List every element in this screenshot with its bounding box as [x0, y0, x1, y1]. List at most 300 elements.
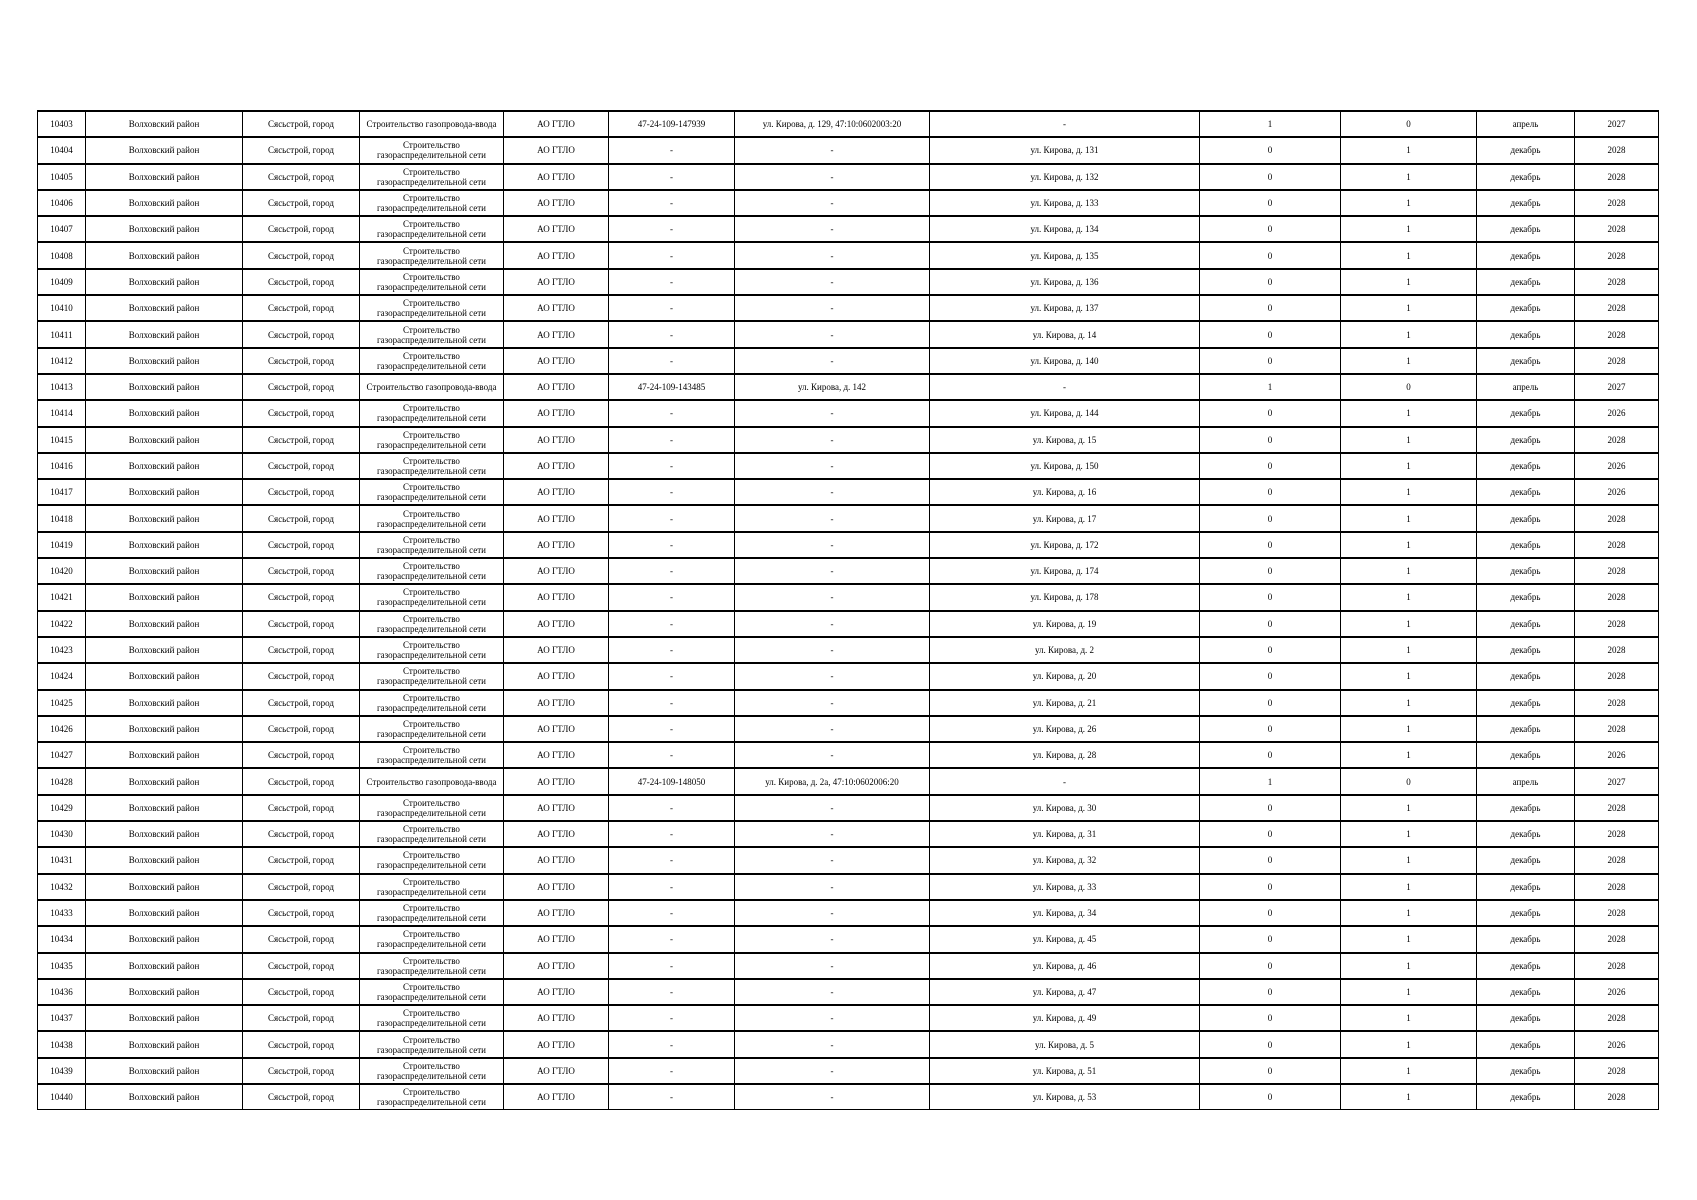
organization-cell: АО ГТЛО [504, 164, 609, 190]
network-address-cell: ул. Кирова, д. 26 [930, 716, 1200, 742]
district-cell: Волховский район [86, 164, 243, 190]
table-row [38, 1058, 1659, 1084]
row-number-cell: 10414 [38, 400, 86, 426]
district-cell: Волховский район [86, 321, 243, 347]
month-cell: декабрь [1477, 847, 1575, 873]
month-cell: декабрь [1477, 400, 1575, 426]
object-address-cell: - [735, 216, 930, 242]
object-address-cell: - [735, 269, 930, 295]
count-inputs-cell: 0 [1200, 1084, 1341, 1110]
count-inputs-cell: 0 [1200, 979, 1341, 1005]
row-number-cell: 10429 [38, 795, 86, 821]
settlement-cell: Сясьстрой, город [243, 795, 360, 821]
year-cell: 2028 [1575, 716, 1659, 742]
count-networks-cell: 1 [1341, 795, 1477, 821]
application-number-cell: 47-24-109-147939 [609, 111, 735, 137]
network-address-cell: ул. Кирова, д. 174 [930, 558, 1200, 584]
count-inputs-cell: 0 [1200, 584, 1341, 610]
object-address-cell: ул. Кирова, д. 142 [735, 374, 930, 400]
count-networks-cell: 1 [1341, 584, 1477, 610]
district-cell: Волховский район [86, 900, 243, 926]
application-number-cell: - [609, 216, 735, 242]
object-address-cell: - [735, 321, 930, 347]
organization-cell: АО ГТЛО [504, 374, 609, 400]
district-cell: Волховский район [86, 453, 243, 479]
network-address-cell: ул. Кирова, д. 131 [930, 137, 1200, 163]
work-type-cell: Строительство газораспределительной сети [360, 663, 504, 689]
row-number-cell: 10407 [38, 216, 86, 242]
district-cell: Волховский район [86, 690, 243, 716]
month-cell: декабрь [1477, 690, 1575, 716]
count-inputs-cell: 0 [1200, 427, 1341, 453]
row-number-cell: 10417 [38, 479, 86, 505]
district-cell: Волховский район [86, 295, 243, 321]
district-cell: Волховский район [86, 137, 243, 163]
application-number-cell: - [609, 137, 735, 163]
count-inputs-cell: 0 [1200, 611, 1341, 637]
month-cell: декабрь [1477, 427, 1575, 453]
object-address-cell: - [735, 190, 930, 216]
organization-cell: АО ГТЛО [504, 716, 609, 742]
row-number-cell: 10440 [38, 1084, 86, 1110]
district-cell: Волховский район [86, 1084, 243, 1110]
organization-cell: АО ГТЛО [504, 137, 609, 163]
work-type-cell: Строительство газораспределительной сети [360, 295, 504, 321]
count-networks-cell: 1 [1341, 1005, 1477, 1031]
organization-cell: АО ГТЛО [504, 295, 609, 321]
application-number-cell: 47-24-109-143485 [609, 374, 735, 400]
count-inputs-cell: 0 [1200, 900, 1341, 926]
work-type-cell: Строительство газораспределительной сети [360, 953, 504, 979]
work-type-cell: Строительство газораспределительной сети [360, 269, 504, 295]
month-cell: апрель [1477, 374, 1575, 400]
year-cell: 2026 [1575, 742, 1659, 768]
organization-cell: АО ГТЛО [504, 242, 609, 268]
application-number-cell: - [609, 716, 735, 742]
month-cell: декабрь [1477, 479, 1575, 505]
settlement-cell: Сясьстрой, город [243, 453, 360, 479]
year-cell: 2028 [1575, 611, 1659, 637]
district-cell: Волховский район [86, 584, 243, 610]
district-cell: Волховский район [86, 532, 243, 558]
settlement-cell: Сясьстрой, город [243, 111, 360, 137]
application-number-cell: - [609, 795, 735, 821]
count-inputs-cell: 0 [1200, 926, 1341, 952]
organization-cell: АО ГТЛО [504, 532, 609, 558]
count-inputs-cell: 0 [1200, 1058, 1341, 1084]
network-address-cell: - [930, 374, 1200, 400]
count-inputs-cell: 1 [1200, 111, 1341, 137]
work-type-cell: Строительство газораспределительной сети [360, 926, 504, 952]
table-row [38, 190, 1659, 216]
work-type-cell: Строительство газораспределительной сети [360, 795, 504, 821]
row-number-cell: 10433 [38, 900, 86, 926]
work-type-cell: Строительство газораспределительной сети [360, 690, 504, 716]
year-cell: 2027 [1575, 374, 1659, 400]
network-address-cell: ул. Кирова, д. 150 [930, 453, 1200, 479]
table-row [38, 532, 1659, 558]
settlement-cell: Сясьстрой, город [243, 716, 360, 742]
work-type-cell: Строительство газораспределительной сети [360, 190, 504, 216]
district-cell: Волховский район [86, 1005, 243, 1031]
table-row [38, 111, 1659, 137]
application-number-cell: - [609, 295, 735, 321]
application-number-cell: - [609, 637, 735, 663]
year-cell: 2028 [1575, 137, 1659, 163]
month-cell: декабрь [1477, 821, 1575, 847]
organization-cell: АО ГТЛО [504, 505, 609, 531]
data-table [37, 110, 1659, 1110]
application-number-cell: - [609, 242, 735, 268]
count-inputs-cell: 0 [1200, 216, 1341, 242]
count-inputs-cell: 0 [1200, 821, 1341, 847]
count-inputs-cell: 0 [1200, 742, 1341, 768]
settlement-cell: Сясьстрой, город [243, 164, 360, 190]
work-type-cell: Строительство газораспределительной сети [360, 400, 504, 426]
work-type-cell: Строительство газораспределительной сети [360, 1084, 504, 1110]
network-address-cell: ул. Кирова, д. 46 [930, 953, 1200, 979]
month-cell: декабрь [1477, 505, 1575, 531]
network-address-cell: ул. Кирова, д. 136 [930, 269, 1200, 295]
organization-cell: АО ГТЛО [504, 926, 609, 952]
settlement-cell: Сясьстрой, город [243, 269, 360, 295]
application-number-cell: - [609, 663, 735, 689]
organization-cell: АО ГТЛО [504, 1031, 609, 1057]
year-cell: 2028 [1575, 269, 1659, 295]
district-cell: Волховский район [86, 716, 243, 742]
year-cell: 2028 [1575, 795, 1659, 821]
work-type-cell: Строительство газораспределительной сети [360, 979, 504, 1005]
object-address-cell: - [735, 164, 930, 190]
year-cell: 2026 [1575, 979, 1659, 1005]
object-address-cell: - [735, 637, 930, 663]
network-address-cell: ул. Кирова, д. 132 [930, 164, 1200, 190]
organization-cell: АО ГТЛО [504, 690, 609, 716]
year-cell: 2026 [1575, 400, 1659, 426]
object-address-cell: - [735, 400, 930, 426]
application-number-cell: - [609, 926, 735, 952]
organization-cell: АО ГТЛО [504, 663, 609, 689]
row-number-cell: 10420 [38, 558, 86, 584]
year-cell: 2028 [1575, 663, 1659, 689]
table-row [38, 505, 1659, 531]
count-networks-cell: 0 [1341, 768, 1477, 794]
count-networks-cell: 1 [1341, 979, 1477, 1005]
count-inputs-cell: 0 [1200, 479, 1341, 505]
table-row [38, 479, 1659, 505]
organization-cell: АО ГТЛО [504, 427, 609, 453]
organization-cell: АО ГТЛО [504, 637, 609, 663]
settlement-cell: Сясьстрой, город [243, 663, 360, 689]
application-number-cell: - [609, 505, 735, 531]
network-address-cell: ул. Кирова, д. 49 [930, 1005, 1200, 1031]
network-address-cell: ул. Кирова, д. 28 [930, 742, 1200, 768]
network-address-cell: ул. Кирова, д. 2 [930, 637, 1200, 663]
object-address-cell: - [735, 742, 930, 768]
row-number-cell: 10434 [38, 926, 86, 952]
count-inputs-cell: 0 [1200, 321, 1341, 347]
count-inputs-cell: 0 [1200, 137, 1341, 163]
row-number-cell: 10421 [38, 584, 86, 610]
work-type-cell: Строительство газораспределительной сети [360, 164, 504, 190]
row-number-cell: 10436 [38, 979, 86, 1005]
count-networks-cell: 1 [1341, 1084, 1477, 1110]
work-type-cell: Строительство газораспределительной сети [360, 1031, 504, 1057]
row-number-cell: 10427 [38, 742, 86, 768]
table-row [38, 453, 1659, 479]
work-type-cell: Строительство газораспределительной сети [360, 874, 504, 900]
organization-cell: АО ГТЛО [504, 611, 609, 637]
table-body [38, 111, 1659, 1110]
district-cell: Волховский район [86, 768, 243, 794]
month-cell: декабрь [1477, 1031, 1575, 1057]
organization-cell: АО ГТЛО [504, 558, 609, 584]
network-address-cell: ул. Кирова, д. 137 [930, 295, 1200, 321]
count-networks-cell: 1 [1341, 242, 1477, 268]
network-address-cell: ул. Кирова, д. 53 [930, 1084, 1200, 1110]
object-address-cell: - [735, 295, 930, 321]
count-networks-cell: 1 [1341, 926, 1477, 952]
year-cell: 2026 [1575, 453, 1659, 479]
network-address-cell: ул. Кирова, д. 45 [930, 926, 1200, 952]
application-number-cell: - [609, 584, 735, 610]
application-number-cell: - [609, 611, 735, 637]
object-address-cell: - [735, 1084, 930, 1110]
year-cell: 2028 [1575, 164, 1659, 190]
network-address-cell: ул. Кирова, д. 172 [930, 532, 1200, 558]
settlement-cell: Сясьстрой, город [243, 295, 360, 321]
count-inputs-cell: 0 [1200, 874, 1341, 900]
object-address-cell: - [735, 716, 930, 742]
settlement-cell: Сясьстрой, город [243, 900, 360, 926]
settlement-cell: Сясьстрой, город [243, 137, 360, 163]
row-number-cell: 10405 [38, 164, 86, 190]
count-networks-cell: 1 [1341, 1058, 1477, 1084]
settlement-cell: Сясьстрой, город [243, 505, 360, 531]
district-cell: Волховский район [86, 558, 243, 584]
row-number-cell: 10409 [38, 269, 86, 295]
settlement-cell: Сясьстрой, город [243, 532, 360, 558]
year-cell: 2028 [1575, 821, 1659, 847]
object-address-cell: - [735, 348, 930, 374]
row-number-cell: 10418 [38, 505, 86, 531]
month-cell: декабрь [1477, 321, 1575, 347]
count-inputs-cell: 0 [1200, 847, 1341, 873]
row-number-cell: 10431 [38, 847, 86, 873]
object-address-cell: - [735, 1031, 930, 1057]
object-address-cell: - [735, 479, 930, 505]
row-number-cell: 10438 [38, 1031, 86, 1057]
application-number-cell: - [609, 821, 735, 847]
district-cell: Волховский район [86, 663, 243, 689]
row-number-cell: 10437 [38, 1005, 86, 1031]
count-networks-cell: 1 [1341, 953, 1477, 979]
application-number-cell: - [609, 558, 735, 584]
application-number-cell: - [609, 269, 735, 295]
row-number-cell: 10423 [38, 637, 86, 663]
year-cell: 2028 [1575, 926, 1659, 952]
network-address-cell: ул. Кирова, д. 33 [930, 874, 1200, 900]
count-networks-cell: 1 [1341, 269, 1477, 295]
work-type-cell: Строительство газораспределительной сети [360, 637, 504, 663]
count-inputs-cell: 0 [1200, 242, 1341, 268]
work-type-cell: Строительство газораспределительной сети [360, 453, 504, 479]
settlement-cell: Сясьстрой, город [243, 1058, 360, 1084]
year-cell: 2028 [1575, 874, 1659, 900]
year-cell: 2028 [1575, 295, 1659, 321]
network-address-cell: ул. Кирова, д. 144 [930, 400, 1200, 426]
row-number-cell: 10439 [38, 1058, 86, 1084]
row-number-cell: 10415 [38, 427, 86, 453]
object-address-cell: - [735, 663, 930, 689]
row-number-cell: 10422 [38, 611, 86, 637]
year-cell: 2028 [1575, 690, 1659, 716]
network-address-cell: ул. Кирова, д. 34 [930, 900, 1200, 926]
settlement-cell: Сясьстрой, город [243, 979, 360, 1005]
month-cell: декабрь [1477, 795, 1575, 821]
table-row [38, 427, 1659, 453]
table-row [38, 874, 1659, 900]
application-number-cell: 47-24-109-148050 [609, 768, 735, 794]
settlement-cell: Сясьстрой, город [243, 190, 360, 216]
object-address-cell: - [735, 427, 930, 453]
count-inputs-cell: 0 [1200, 558, 1341, 584]
row-number-cell: 10428 [38, 768, 86, 794]
organization-cell: АО ГТЛО [504, 216, 609, 242]
count-networks-cell: 1 [1341, 663, 1477, 689]
application-number-cell: - [609, 321, 735, 347]
count-networks-cell: 1 [1341, 321, 1477, 347]
count-inputs-cell: 1 [1200, 374, 1341, 400]
table-row [38, 216, 1659, 242]
table-row [38, 637, 1659, 663]
network-address-cell: ул. Кирова, д. 20 [930, 663, 1200, 689]
year-cell: 2028 [1575, 953, 1659, 979]
row-number-cell: 10413 [38, 374, 86, 400]
district-cell: Волховский район [86, 505, 243, 531]
organization-cell: АО ГТЛО [504, 742, 609, 768]
table-row [38, 663, 1659, 689]
count-networks-cell: 1 [1341, 164, 1477, 190]
row-number-cell: 10426 [38, 716, 86, 742]
count-networks-cell: 1 [1341, 190, 1477, 216]
application-number-cell: - [609, 953, 735, 979]
settlement-cell: Сясьстрой, город [243, 847, 360, 873]
count-inputs-cell: 0 [1200, 1005, 1341, 1031]
work-type-cell: Строительство газораспределительной сети [360, 900, 504, 926]
application-number-cell: - [609, 874, 735, 900]
work-type-cell: Строительство газораспределительной сети [360, 1058, 504, 1084]
month-cell: декабрь [1477, 190, 1575, 216]
month-cell: декабрь [1477, 558, 1575, 584]
table-row [38, 795, 1659, 821]
work-type-cell: Строительство газораспределительной сети [360, 348, 504, 374]
table-row [38, 137, 1659, 163]
organization-cell: АО ГТЛО [504, 321, 609, 347]
month-cell: декабрь [1477, 216, 1575, 242]
organization-cell: АО ГТЛО [504, 900, 609, 926]
district-cell: Волховский район [86, 742, 243, 768]
settlement-cell: Сясьстрой, город [243, 821, 360, 847]
count-inputs-cell: 0 [1200, 953, 1341, 979]
year-cell: 2028 [1575, 1084, 1659, 1110]
object-address-cell: - [735, 979, 930, 1005]
object-address-cell: - [735, 953, 930, 979]
month-cell: декабрь [1477, 611, 1575, 637]
count-networks-cell: 1 [1341, 690, 1477, 716]
settlement-cell: Сясьстрой, город [243, 321, 360, 347]
application-number-cell: - [609, 164, 735, 190]
month-cell: декабрь [1477, 716, 1575, 742]
object-address-cell: - [735, 505, 930, 531]
table-row [38, 821, 1659, 847]
district-cell: Волховский район [86, 874, 243, 900]
month-cell: декабрь [1477, 137, 1575, 163]
application-number-cell: - [609, 847, 735, 873]
organization-cell: АО ГТЛО [504, 979, 609, 1005]
district-cell: Волховский район [86, 190, 243, 216]
year-cell: 2026 [1575, 1031, 1659, 1057]
settlement-cell: Сясьстрой, город [243, 637, 360, 663]
object-address-cell: - [735, 1005, 930, 1031]
application-number-cell: - [609, 1005, 735, 1031]
network-address-cell: ул. Кирова, д. 51 [930, 1058, 1200, 1084]
count-inputs-cell: 0 [1200, 637, 1341, 663]
district-cell: Волховский район [86, 111, 243, 137]
work-type-cell: Строительство газораспределительной сети [360, 137, 504, 163]
work-type-cell: Строительство газораспределительной сети [360, 216, 504, 242]
work-type-cell: Строительство газораспределительной сети [360, 1005, 504, 1031]
month-cell: декабрь [1477, 584, 1575, 610]
count-inputs-cell: 0 [1200, 690, 1341, 716]
count-networks-cell: 1 [1341, 611, 1477, 637]
table-row [38, 979, 1659, 1005]
district-cell: Волховский район [86, 953, 243, 979]
work-type-cell: Строительство газораспределительной сети [360, 242, 504, 268]
object-address-cell: - [735, 1058, 930, 1084]
application-number-cell: - [609, 190, 735, 216]
month-cell: декабрь [1477, 164, 1575, 190]
settlement-cell: Сясьстрой, город [243, 1084, 360, 1110]
count-networks-cell: 1 [1341, 400, 1477, 426]
count-inputs-cell: 0 [1200, 716, 1341, 742]
count-networks-cell: 1 [1341, 295, 1477, 321]
count-networks-cell: 1 [1341, 847, 1477, 873]
district-cell: Волховский район [86, 795, 243, 821]
work-type-cell: Строительство газопровода-ввода [360, 111, 504, 137]
work-type-cell: Строительство газораспределительной сети [360, 505, 504, 531]
object-address-cell: - [735, 532, 930, 558]
settlement-cell: Сясьстрой, город [243, 1031, 360, 1057]
table-row [38, 374, 1659, 400]
year-cell: 2028 [1575, 242, 1659, 268]
settlement-cell: Сясьстрой, город [243, 953, 360, 979]
count-networks-cell: 1 [1341, 453, 1477, 479]
object-address-cell: - [735, 874, 930, 900]
count-networks-cell: 1 [1341, 558, 1477, 584]
month-cell: декабрь [1477, 637, 1575, 663]
organization-cell: АО ГТЛО [504, 821, 609, 847]
settlement-cell: Сясьстрой, город [243, 584, 360, 610]
table-row [38, 164, 1659, 190]
settlement-cell: Сясьстрой, город [243, 742, 360, 768]
application-number-cell: - [609, 742, 735, 768]
month-cell: декабрь [1477, 874, 1575, 900]
organization-cell: АО ГТЛО [504, 453, 609, 479]
count-networks-cell: 1 [1341, 216, 1477, 242]
district-cell: Волховский район [86, 637, 243, 663]
table-row [38, 1084, 1659, 1110]
